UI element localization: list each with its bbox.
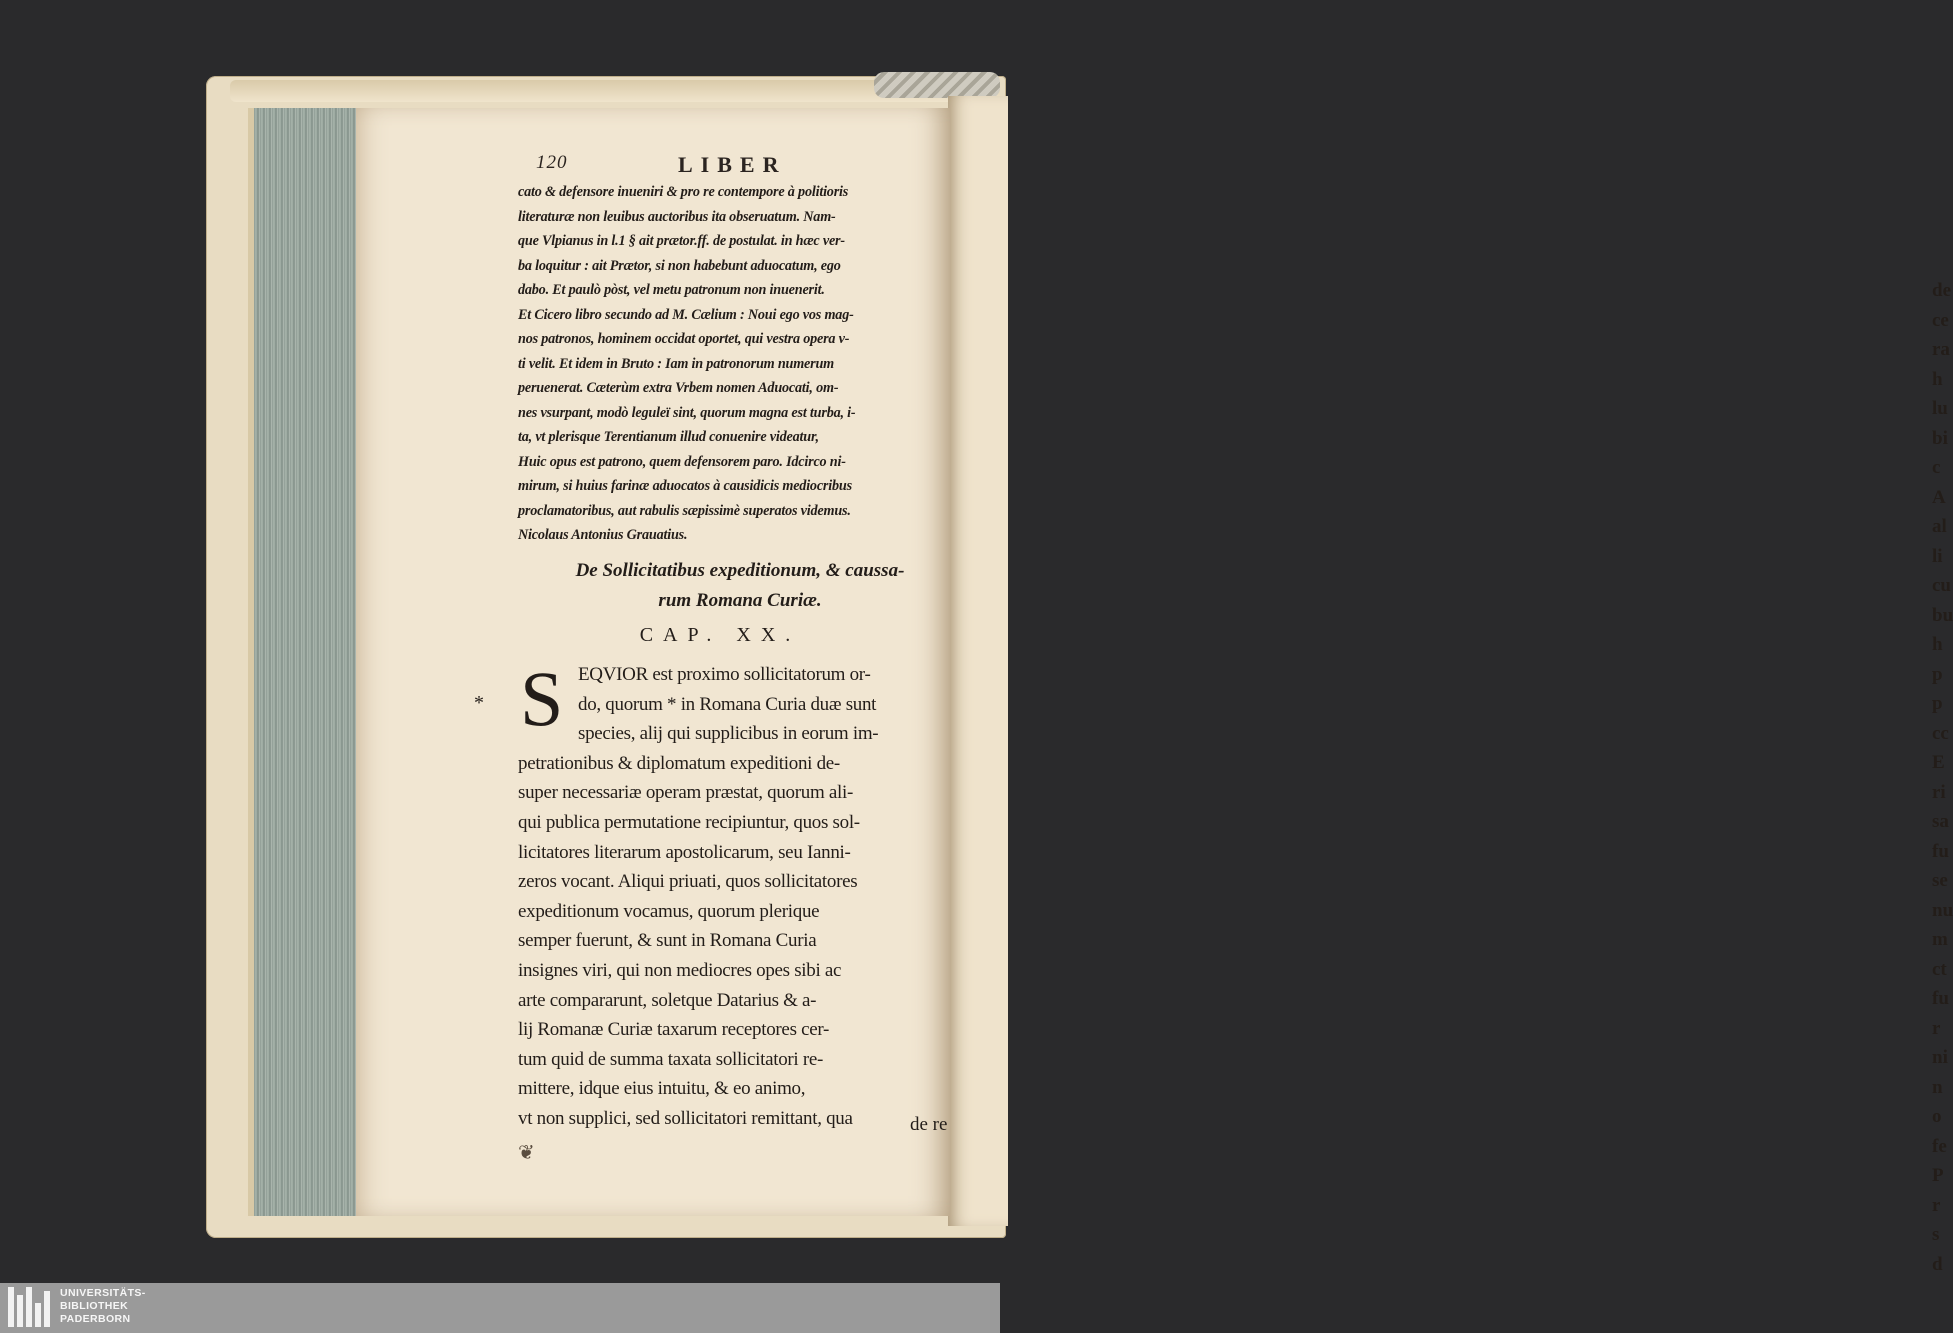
facing-page-fragment: h: [1932, 634, 1943, 655]
facing-page-fragment: se: [1932, 870, 1948, 891]
running-head: [536, 152, 836, 182]
roman-paragraph: [518, 655, 948, 1134]
roman-text-line: super necessariæ operam præstat, quorum ali-: [518, 782, 854, 804]
facing-page-fragment: li: [1932, 545, 1943, 567]
facing-page-fragment: ct: [1932, 958, 1947, 980]
italic-text-line: dabo. Et paulò pòst, vel metu patronum non inuenerit.: [518, 282, 825, 298]
library-logo-icon: [8, 1287, 52, 1327]
facing-page-fragment: ri: [1932, 781, 1946, 803]
roman-text-line: species, alij qui supplicibus in eorum im-: [578, 723, 879, 745]
facing-page-fragment: cu: [1932, 575, 1951, 596]
facing-page-fragment: d: [1932, 1253, 1943, 1275]
roman-text-line: tum quid de summa taxata sollicitatori re-: [518, 1048, 824, 1070]
binding-tie: [874, 72, 1000, 98]
facing-page-fragment: al: [1932, 516, 1947, 537]
italic-text-line: Huic opus est patrono, quem defensorem paro. Idcirco ni-: [518, 453, 846, 470]
facing-page-fragment: P: [1932, 1165, 1944, 1186]
chapter-heading-line-1: De Sollicitatibus expeditionum, & caussa-: [575, 560, 905, 581]
ornament-icon: ❦: [518, 1142, 535, 1164]
italic-text-line: ti velit. Et idem in Bruto : Iam in patronorum numerum: [518, 355, 834, 372]
facing-page-fragment: r: [1932, 1194, 1941, 1216]
facing-page-fragment: ra: [1932, 339, 1950, 360]
italic-text-line: mirum, si huius farinæ aduocatos à causidicis mediocribus: [518, 478, 852, 494]
facing-page-fragment: A: [1932, 486, 1946, 508]
facing-page-fragment: ce: [1932, 309, 1949, 331]
facing-page-fragment: cc: [1932, 722, 1949, 744]
roman-text-line: expeditionum vocamus, quorum plerique: [518, 900, 820, 922]
facing-page-fragment: c: [1932, 457, 1941, 478]
catchword: de re: [910, 1114, 948, 1135]
facing-page-fragment: E: [1932, 752, 1945, 773]
facing-page-fragment: ni: [1932, 1047, 1948, 1068]
facing-page-fragment: fu: [1932, 840, 1949, 862]
facing-page-text: [1932, 276, 1953, 1279]
roman-text-line: semper fuerunt, & sunt in Romana Curia: [518, 930, 817, 952]
italic-text-line: cato & defensore inueniri & pro re contempore à politioris: [518, 184, 849, 200]
italic-paragraph: [518, 180, 948, 548]
roman-text-line: vt non supplici, sed sollicitatori remittant, qua: [518, 1107, 853, 1129]
page-fore-edge: [248, 108, 366, 1216]
library-name-line-1: UNIVERSITÄTS-: [60, 1287, 146, 1299]
page-number: 120: [536, 152, 568, 173]
chapter-heading-line-2: rum Romana Curiæ.: [658, 590, 822, 611]
margin-mark: *: [474, 692, 484, 714]
facing-page-fragment: bu: [1932, 604, 1953, 626]
facing-page-fragment: h: [1932, 368, 1943, 390]
library-footer: [0, 1283, 1000, 1333]
italic-text-line: nos patronos, hominem occidat oportet, qui vestra opera v-: [518, 331, 850, 347]
facing-page-fragment: p: [1932, 693, 1943, 714]
facing-page-fragment: n: [1932, 1076, 1943, 1098]
facing-page-fragment: r: [1932, 1017, 1941, 1039]
chapter-number: CAP. XX.: [639, 624, 801, 646]
roman-text-line: mittere, idque eius intuitu, & eo animo,: [518, 1078, 806, 1100]
roman-text-line: EQVIOR est proximo sollicitatorum or-: [578, 664, 871, 685]
library-name-line-3: PADERBORN: [60, 1313, 131, 1325]
roman-text-line: insignes viri, qui non mediocres opes sibi ac: [518, 959, 842, 981]
italic-text-line: nes vsurpant, modò leguleï sint, quorum magna est turba, i-: [518, 404, 856, 421]
italic-text-line: Et Cicero libro secundo ad M. Cælium : Noui ego vos mag-: [518, 306, 854, 323]
facing-page-fragment: fe: [1932, 1135, 1947, 1157]
facing-page-fragment: m: [1932, 929, 1948, 950]
facing-page-fragment: s: [1932, 1224, 1940, 1245]
facing-page-fragment: p: [1932, 663, 1943, 685]
facing-page-fragment: de: [1932, 280, 1951, 301]
italic-text-line: peruenerat. Cæterùm extra Vrbem nomen Aduocati, om-: [518, 380, 839, 396]
roman-text-line: qui publica permutatione recipiuntur, quos sol-: [518, 811, 860, 833]
italic-text-line: literaturæ non leuibus auctoribus ita obseruatum. Nam-: [518, 208, 836, 225]
italic-text-line: Nicolaus Antonius Grauatius.: [518, 527, 688, 543]
facing-page-fragment: sa: [1932, 811, 1949, 832]
library-name-line-2: BIBLIOTHEK: [60, 1300, 129, 1312]
facing-page-fragment: nu: [1932, 899, 1953, 921]
roman-text-line: petrationibus & diplomatum expeditioni de-: [518, 752, 840, 774]
facing-page-fragment: o: [1932, 1106, 1942, 1127]
italic-text-line: ta, vt plerisque Terentianum illud conuenire videatur,: [518, 429, 819, 445]
roman-text-line: arte compararunt, soletque Datarius & a-: [518, 989, 817, 1011]
italic-text-line: ba loquitur : ait Prætor, si non habebunt aduocatum, ego: [518, 257, 841, 274]
facing-page-fragment: lu: [1932, 398, 1948, 419]
running-title: LIBER: [678, 152, 787, 177]
library-name: [60, 1287, 260, 1326]
roman-text-line: zeros vocant. Aliqui priuati, quos sollicitatores: [518, 871, 858, 893]
roman-text-line: do, quorum * in Romana Curia duæ sunt: [578, 693, 877, 715]
facing-page: [948, 96, 1953, 1275]
drop-initial: S: [520, 655, 564, 742]
facing-page-fragment: bi: [1932, 427, 1948, 449]
roman-text-line: lij Romanæ Curiæ taxarum receptores cer-: [518, 1019, 830, 1041]
italic-text-line: que Vlpianus in l.1 § ait prætor.ff. de postulat. in hæc ver-: [518, 233, 845, 249]
italic-text-line: proclamatoribus, aut rabulis sæpissimè superatos videmus.: [518, 502, 851, 519]
roman-text-line: licitatores literarum apostolicarum, seu Ianni-: [518, 841, 851, 863]
facing-page-fragment: fu: [1932, 988, 1949, 1009]
